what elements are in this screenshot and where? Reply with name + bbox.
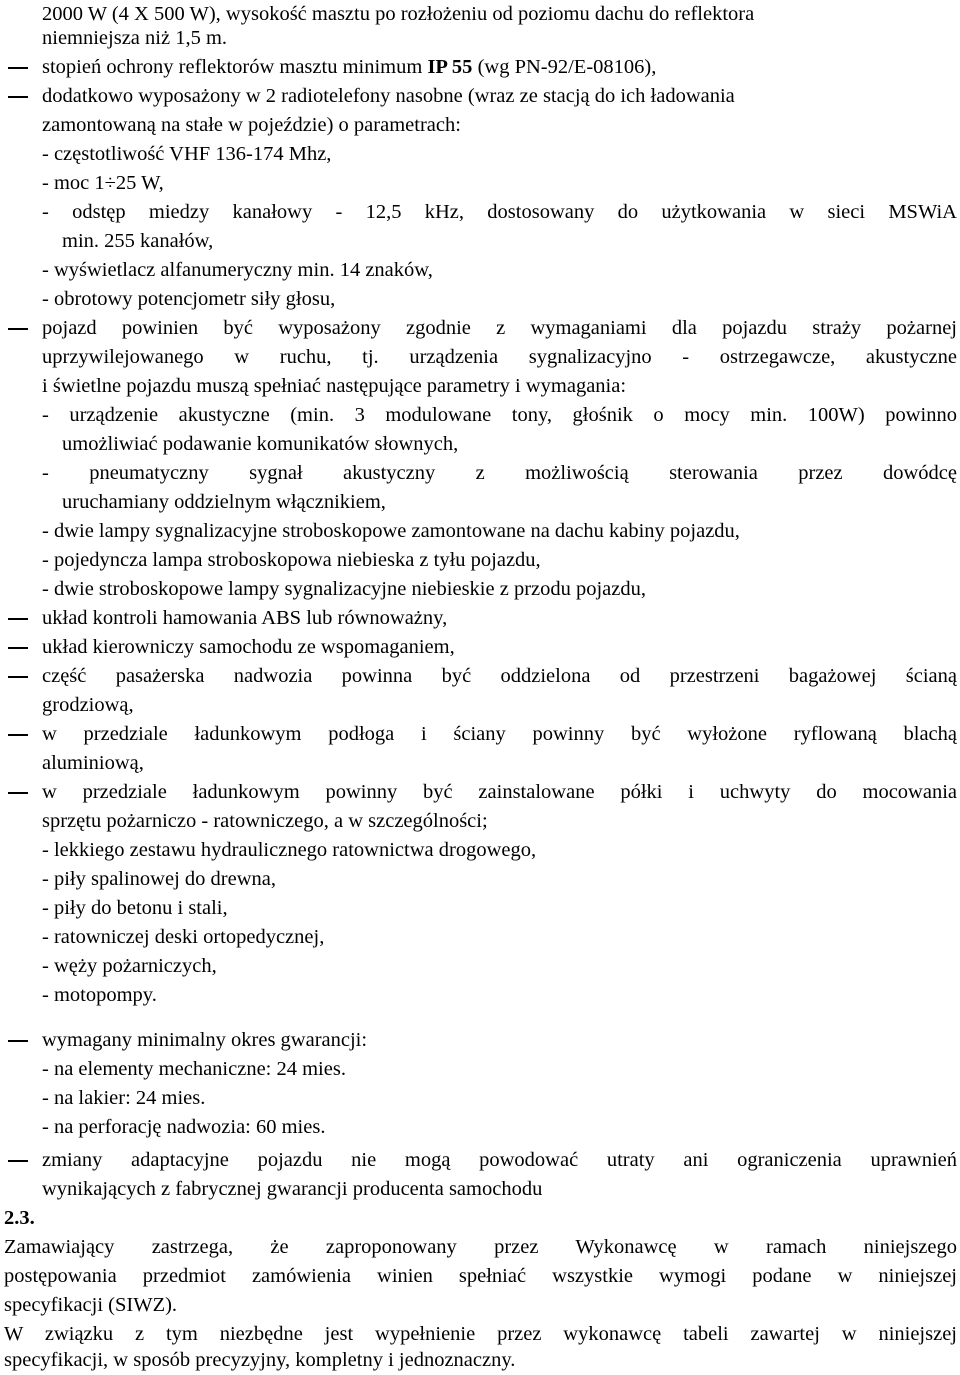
text-line: - piły do betonu i stali,: [42, 897, 228, 919]
text-line: - obrotowy potencjometr siły głosu,: [42, 288, 336, 310]
text-line: zmiany adaptacyjne pojazdu nie mogą powodować utraty ani ograniczenia uprawnień: [42, 1149, 957, 1171]
text-line: - lekkiego zestawu hydraulicznego ratownictwa drogowego,: [42, 839, 537, 861]
text-line: umożliwiać podawanie komunikatów słownych,: [62, 433, 459, 455]
text-segment: (wg PN-92/E-08106),: [477, 56, 657, 78]
text-line: - na perforację nadwozia: 60 mies.: [42, 1116, 326, 1138]
dash-bullet: [8, 328, 28, 330]
dash-bullet: [8, 67, 28, 69]
dash-bullet: [8, 792, 28, 794]
dash-bullet: [8, 1160, 28, 1162]
text-line: - na elementy mechaniczne: 24 mies.: [42, 1058, 346, 1080]
text-line: - wyświetlacz alfanumeryczny min. 14 znaków,: [42, 259, 433, 281]
text-line: postępowania przedmiot zamówienia winien spełniać wszystkie wymogi podane w niniejszej: [4, 1265, 957, 1287]
text-line: uprzywilejowanego w ruchu, tj. urządzenia sygnalizacyjno - ostrzegawcze, akustyczne: [42, 346, 957, 368]
text-line: niemniejsza niż 1,5 m.: [42, 27, 228, 49]
section-number: 2.3.: [4, 1207, 35, 1229]
text-line: układ kontroli hamowania ABS lub równoważny,: [42, 607, 448, 629]
dash-bullet: [8, 676, 28, 678]
text-segment: stopień ochrony reflektorów masztu minimum: [42, 56, 423, 78]
text-line: 2000 W (4 X 500 W), wysokość masztu po rozłożeniu od poziomu dachu do reflektora: [42, 3, 755, 25]
text-line: - na lakier: 24 mies.: [42, 1087, 206, 1109]
dash-bullet: [8, 618, 28, 620]
text-line: - ratowniczej deski ortopedycznej,: [42, 926, 325, 948]
text-line: - urządzenie akustyczne (min. 3 modulowane tony, głośnik o mocy min. 100W) powinno: [42, 404, 957, 426]
text-line: min. 255 kanałów,: [62, 230, 214, 252]
text-line: W związku z tym niezbędne jest wypełnienie przez wykonawcę tabeli zawartej w niniejszej: [4, 1323, 957, 1345]
text-line: zamontowaną na stałe w pojeździe) o parametrach:: [42, 114, 461, 136]
dash-bullet: [8, 647, 28, 649]
text-line: aluminiową,: [42, 752, 144, 774]
dash-bullet: [8, 96, 28, 98]
text-line: - pojedyncza lampa stroboskopowa niebieska z tyłu pojazdu,: [42, 549, 541, 571]
text-line: - węży pożarniczych,: [42, 955, 217, 977]
text-line: - piły spalinowej do drewna,: [42, 868, 276, 890]
text-line: wymagany minimalny okres gwarancji:: [42, 1029, 368, 1051]
text-line: - moc 1÷25 W,: [42, 172, 164, 194]
text-line: - częstotliwość VHF 136-174 Mhz,: [42, 143, 332, 165]
text-line: Zamawiający zastrzega, że zaproponowany przez Wykonawcę w ramach niniejszego: [4, 1236, 957, 1258]
text-line: specyfikacji (SIWZ).: [4, 1294, 178, 1316]
text-line: układ kierowniczy samochodu ze wspomaganiem,: [42, 636, 455, 658]
text-line: w przedziale ładunkowym podłoga i ściany powinny być wyłożone ryflowaną blachą: [42, 723, 957, 745]
text-line: pojazd powinien być wyposażony zgodnie z wymaganiami dla pojazdu straży pożarnej: [42, 317, 957, 339]
ip-rating: IP 55: [427, 56, 473, 78]
text-line: - pneumatyczny sygnał akustyczny z możliwością sterowania przez dowódcę: [42, 462, 957, 484]
text-line: grodziową,: [42, 694, 134, 716]
text-line: dodatkowo wyposażony w 2 radiotelefony nasobne (wraz ze stacją do ich ładowania: [42, 85, 735, 107]
text-line: wynikających z fabrycznej gwarancji producenta samochodu: [42, 1178, 543, 1200]
dash-bullet: [8, 734, 28, 736]
text-line: w przedziale ładunkowym powinny być zainstalowane półki i uchwyty do mocowania: [42, 781, 957, 803]
text-line: - dwie lampy sygnalizacyjne stroboskopowe zamontowane na dachu kabiny pojazdu,: [42, 520, 740, 542]
text-line: - odstęp miedzy kanałowy - 12,5 kHz, dostosowany do użytkowania w sieci MSWiA: [42, 201, 957, 223]
text-line: uruchamiany oddzielnym włącznikiem,: [62, 491, 386, 513]
text-line: - dwie stroboskopowe lampy sygnalizacyjne niebieskie z przodu pojazdu,: [42, 578, 647, 600]
text-line: [42, 53, 656, 82]
text-line: sprzętu pożarniczo - ratowniczego, a w szczególności;: [42, 810, 488, 832]
text-line: specyfikacji, w sposób precyzyjny, kompletny i jednoznaczny.: [4, 1349, 516, 1371]
dash-bullet: [8, 1040, 28, 1042]
text-line: część pasażerska nadwozia powinna być oddzielona od przestrzeni bagażowej ścianą: [42, 665, 957, 687]
text-line: - motopompy.: [42, 984, 157, 1006]
text-line: i świetlne pojazdu muszą spełniać następujące parametry i wymagania:: [42, 375, 627, 397]
